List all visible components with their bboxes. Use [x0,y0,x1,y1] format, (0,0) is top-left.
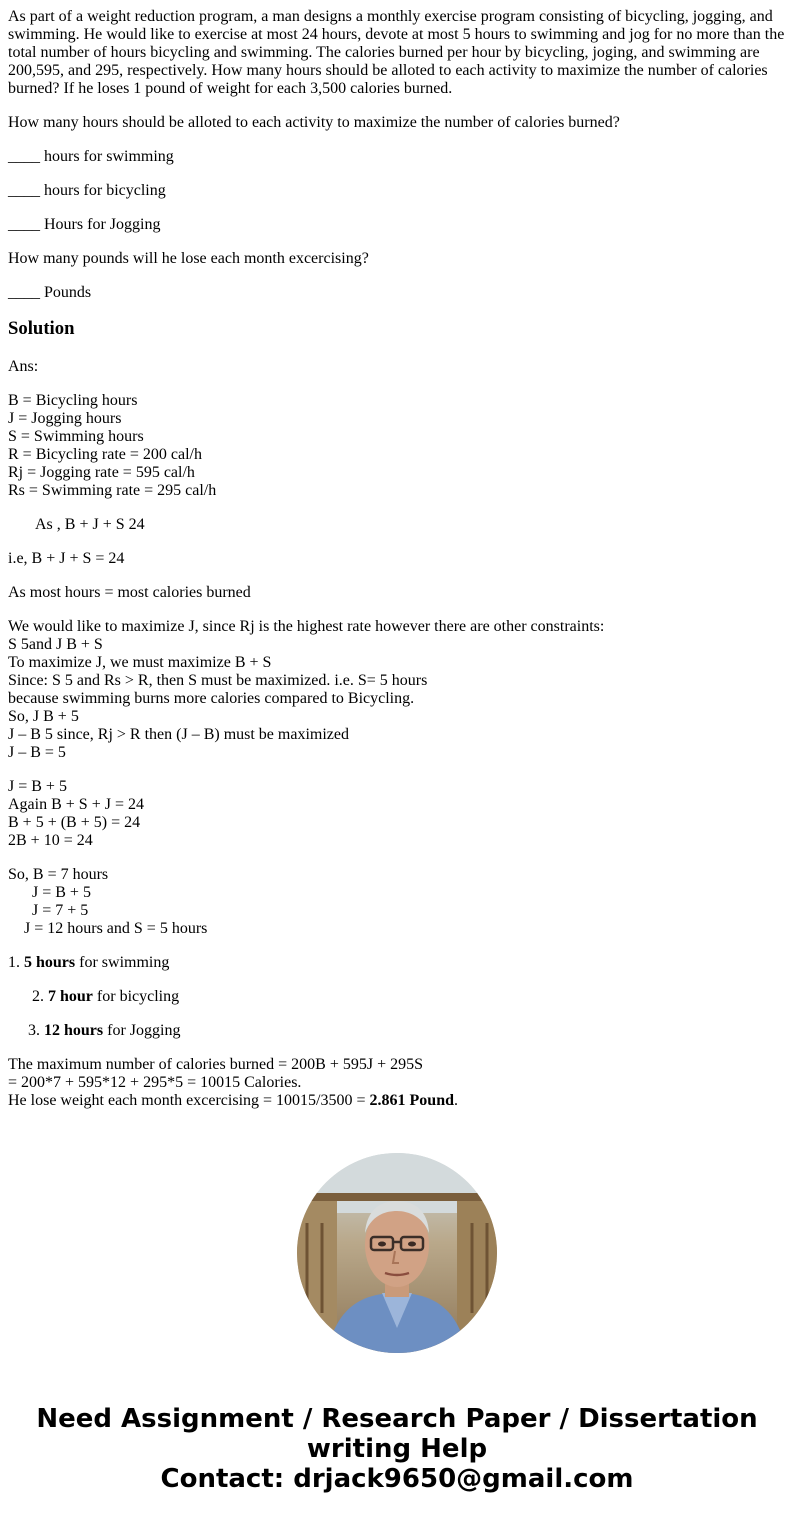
result-line: J = 12 hours and S = 5 hours [24,920,208,937]
footer-banner [0,1404,794,1494]
definition-line: R = Bicycling rate = 200 cal/h [8,446,202,463]
reasoning-line: because swimming burns more calories compared to Bicycling. [8,690,415,707]
calc-line: = 200*7 + 595*12 + 295*5 = 10015 Calories. [8,1074,302,1091]
reasoning-line: So, J B + 5 [8,708,79,725]
calc-line: The maximum number of calories burned = 200B + 595J + 295S [8,1056,424,1073]
footer-line: Need Assignment / Research Paper / Dissertation [36,1404,758,1434]
equation-line: 2B + 10 = 24 [8,832,93,849]
reasoning-line: S 5and J B + S [8,636,103,653]
reasoning-line: To maximize J, we must maximize B + S [8,654,272,671]
result-line: J = B + 5 [32,884,91,901]
reasoning-line: Since: S 5 and Rs > R, then S must be maximized. i.e. S= 5 hours [8,672,428,689]
definition-line: B = Bicycling hours [8,392,138,409]
question-intro: As part of a weight reduction program, a man designs a monthly exercise program consisting of bicycling, jogging, and swimming. He would like to exercise at most 24 hours, devote at most 5 hours to swimming and jog for no more than the total number of hours bicycling and swimming. The calories burned per hour by bicycling, joging, and swimming are 200,595, and 295, respectively. How many hours should be alloted to each activity to maximize the number of calories burned? If he loses 1 pound of weight for each 3,500 calories burned. [8,8,785,97]
answer-bicycling: 2. 7 hour for bicycling [32,988,180,1005]
blank-pounds: ____ Pounds [8,284,92,301]
result-line: J = 7 + 5 [32,902,89,919]
blank-swimming: ____ hours for swimming [8,148,174,165]
definition-line: S = Swimming hours [8,428,144,445]
result-line: So, B = 7 hours [8,866,109,883]
definition-line: Rj = Jogging rate = 595 cal/h [8,464,195,481]
reasoning-line: J – B = 5 [8,744,66,761]
reasoning [8,618,786,762]
reasoning-line: J – B 5 since, Rj > R then (J – B) must be maximized [8,726,349,743]
author-avatar [297,1153,497,1353]
equations [8,778,786,850]
question-hours: How many hours should be alloted to each activity to maximize the number of calories burned? [8,114,620,131]
document-body [8,8,786,1126]
blank-bicycling: ____ hours for bicycling [8,182,166,199]
answer-jogging: 3. 12 hours for Jogging [28,1022,181,1039]
equation-line: J = B + 5 [8,778,67,795]
avatar-photo [297,1153,497,1353]
equation-line: B + 5 + (B + 5) = 24 [8,814,141,831]
question-pounds: How many pounds will he lose each month excercising? [8,250,369,267]
answer-swimming: 1. 5 hours for swimming [8,954,170,971]
reasoning-line: We would like to maximize J, since Rj is the highest rate however there are other constraints: [8,618,605,635]
constraint-line: As , B + J + S 24 [35,516,145,533]
blank-jogging: ____ Hours for Jogging [8,216,161,233]
results [8,866,786,938]
definitions [8,392,786,500]
most-hours-line: As most hours = most calories burned [8,584,251,601]
definition-line: J = Jogging hours [8,410,122,427]
footer-contact: Contact: drjack9650@gmail.com [160,1464,634,1494]
footer-line: writing Help [306,1434,488,1464]
equality-line: i.e, B + J + S = 24 [8,550,125,567]
ans-label: Ans: [8,358,39,375]
person-portrait-icon [297,1153,497,1353]
definition-line: Rs = Swimming rate = 295 cal/h [8,482,217,499]
solution-heading: Solution [8,318,75,339]
calc-line: He lose weight each month excercising = 10015/3500 = 2.861 Pound. [8,1092,458,1109]
calculation [8,1056,786,1110]
equation-line: Again B + S + J = 24 [8,796,144,813]
